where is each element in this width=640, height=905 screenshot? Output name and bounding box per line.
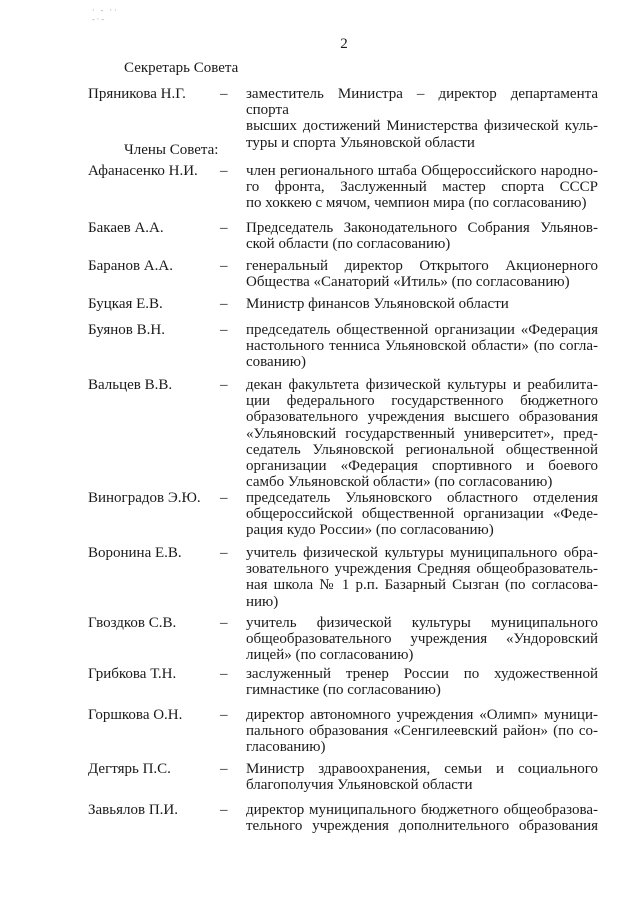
member-position [246, 296, 598, 312]
position-line: ской области (по согласованию) [246, 236, 451, 253]
member-name: Буцкая Е.В. [88, 296, 163, 312]
member-position [246, 761, 598, 793]
member-name: Завьялов П.И. [88, 802, 178, 818]
position-line: нию) [246, 593, 279, 610]
member-name: Пряникова Н.Г. [88, 86, 186, 102]
position-line: генеральный директор Открытого Акционерного [246, 258, 598, 274]
dash: – [220, 545, 228, 561]
position-line: Председатель Законодательного Собрания Ульянов- [246, 220, 598, 236]
position-line: сованию) [246, 354, 306, 371]
dash: – [220, 802, 228, 818]
member-name: Грибкова Т.Н. [88, 666, 177, 682]
dash: – [220, 322, 228, 338]
dash: – [220, 86, 228, 102]
page-number: 2 [340, 36, 348, 52]
position-line: образовательного учреждения высшего образования [246, 409, 598, 426]
member-position [246, 322, 598, 371]
dash: – [220, 296, 228, 312]
position-line: по хоккею с мячом, чемпион мира (по согласованию) [246, 195, 587, 212]
position-line: тельного учреждения дополнительного образования [246, 818, 598, 835]
member-position [246, 615, 598, 664]
position-line: го фронта, Заслуженный мастер спорта СССР [246, 179, 598, 196]
position-line: зовательного учреждения Средняя общеобразователь- [246, 561, 598, 578]
dash: – [220, 761, 228, 777]
position-line: гимнастике (по согласованию) [246, 682, 441, 699]
member-position [246, 163, 598, 212]
member-name: Виноградов Э.Ю. [88, 490, 201, 506]
position-line: учитель физической культуры муниципального [246, 615, 598, 631]
member-position [246, 86, 598, 151]
position-line: член регионального штаба Общероссийского народно- [246, 163, 598, 179]
dash: – [220, 707, 228, 723]
position-line: общероссийской общественной организации «Феде- [246, 506, 598, 523]
member-position [246, 258, 598, 290]
position-line: высших достижений Министерства физической куль- [246, 118, 598, 135]
member-position [246, 490, 598, 539]
member-name: Горшкова О.Н. [88, 707, 183, 723]
position-line: учитель физической культуры муниципального обра- [246, 545, 598, 561]
member-name: Бакаев А.А. [88, 220, 164, 236]
position-line: заслуженный тренер России по художественной [246, 666, 598, 682]
position-line: ции федерального государственного бюджетного [246, 393, 598, 410]
position-line: «Ульяновский государственный университет», пред- [246, 425, 598, 442]
position-line: председатель общественной организации «Федерация [246, 322, 598, 338]
member-position [246, 377, 598, 490]
position-line: настольного тенниса Ульяновской области» (по согла- [246, 338, 598, 355]
position-line: гласованию) [246, 739, 326, 756]
dash: – [220, 258, 228, 274]
dash: – [220, 490, 228, 506]
position-line: директор автономного учреждения «Олимп» муници- [246, 707, 598, 723]
position-line: лицей» (по согласованию) [246, 647, 414, 664]
member-position [246, 666, 598, 698]
member-name: Афанасенко Н.И. [88, 163, 198, 179]
member-position [246, 545, 598, 610]
position-line: туры и спорта Ульяновской области [246, 134, 475, 151]
member-name: Гвоздков С.В. [88, 615, 177, 631]
dash: – [220, 615, 228, 631]
member-name: Вальцев В.В. [88, 377, 173, 393]
position-line: Министр финансов Ульяновской области [246, 296, 509, 312]
position-line: Министр здравоохранения, семьи и социального [246, 761, 598, 777]
dash: – [220, 220, 228, 236]
dash: – [220, 377, 228, 393]
position-line: ная школа № 1 р.п. Базарный Сызган (по согласова- [246, 577, 598, 594]
member-name: Воронина Е.В. [88, 545, 182, 561]
position-line: общеобразовательного учреждения «Ундоровский [246, 631, 598, 648]
secretary-heading: Секретарь Совета [124, 60, 239, 76]
members-heading: Члены Совета: [124, 142, 219, 158]
member-name: Баранов А.А. [88, 258, 173, 274]
member-position [246, 220, 598, 252]
position-line: Общества «Санаторий «Итиль» (по согласованию) [246, 274, 570, 291]
position-line: организации «Федерация спортивного и боевого [246, 458, 598, 475]
member-position [246, 802, 598, 834]
position-line: директор муниципального бюджетного общеобразова- [246, 802, 598, 818]
position-line: благополучия Ульяновской области [246, 777, 473, 794]
position-line: пального образования «Сенгилеевский район» (по со- [246, 723, 598, 740]
scan-artifact: · - ·· -·- [92, 6, 119, 24]
position-line: самбо Ульяновской области» (по согласованию) [246, 474, 553, 491]
dash: – [220, 163, 228, 179]
member-name: Буянов В.Н. [88, 322, 165, 338]
position-line: декан факультета физической культуры и реабилита- [246, 377, 598, 393]
member-position [246, 707, 598, 756]
position-line: заместитель Министра – директор департамента спорта [246, 86, 598, 119]
dash: – [220, 666, 228, 682]
member-name: Дегтярь П.С. [88, 761, 171, 777]
position-line: рация кудо России» (по согласованию) [246, 522, 494, 539]
position-line: председатель Ульяновского областного отделения [246, 490, 598, 506]
position-line: седатель Ульяновской региональной общественной [246, 441, 598, 458]
